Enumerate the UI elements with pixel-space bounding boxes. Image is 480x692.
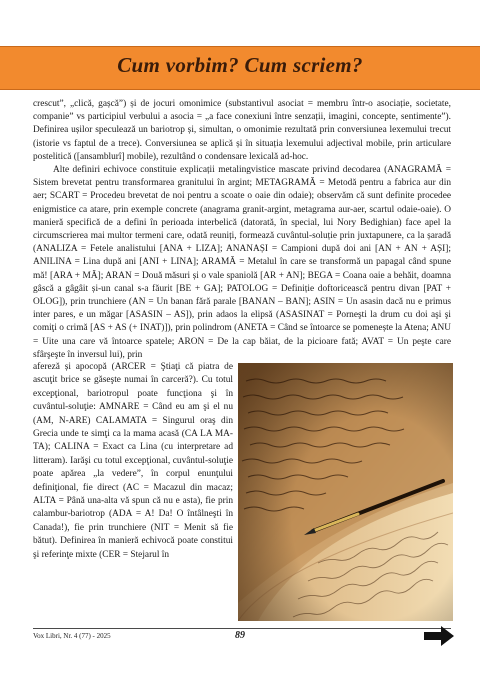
title-banner <box>0 46 480 90</box>
handwritten-letter-photo <box>238 363 453 621</box>
article-column <box>33 361 233 562</box>
next-page-arrow-icon <box>424 625 454 647</box>
article-paragraph-3: afereză și apocopă (ARCER = Ştiaţi că piatra de ascuţit brice se găseşte numai în carceră?). Cu totul excepţional, bariotropul poate funcţiona şi în cuvântul-soluţie: AMNARE = Când eu am şi el nu (AM, N-ARE) CALAMATA = Singurul oraş din Grecia unde te simţi ca la mama acasă (CA LA MA-TA); CALINA = Exact ca Lina (cu interpretare ad litteram). Iarăşi cu totul excepţional, cuvântul-soluţie poate apărea „la vedere”, în corpul enunţului definiţional, fie direct (AC = Macazul din macaz; ALTA = Până una-alta vă spun că nu e asta), fie prin calambur-bariotrop (ADA = A! Da! O întâlneşti în Canada!), fie prin trunchiere (NIT = Menit să fie bătut). Definirea în manieră echivocă poate constitui şi referinţe mixte (CER = Stejarul în <box>33 362 233 560</box>
page-number: 89 <box>235 630 245 641</box>
article-paragraph-2: Alte definiri echivoce constituie explicații metalingvistice mascate privind decodarea (ANAGRAMĂ = Sistem brevetat pentru transformarea granitului în argint; METAGRAMĂ = Metodă pentru a fabrica aur din aer; SCART = Procedeu brevetat de noi pentru a scoate o oaie din odaie); observăm că sunt definite procedee enigmistice ca atare, prin exemple concrete (anagrama granit-argint, metagrama aur-aer, scartul odaie-oaie). O manieră specifică de a defini în perioada interbelică (datorată, în special, lui Nory Bedighian) face apel la circumscrierea mai multor termeni care, odată reuniți, formează cuvântul-soluție prin juxtapunere, ca la șaradă (ANALIZA = Fetele analistului [ANA + LIZA]; ANANAȘI = Campioni după doi ani [AN + AN + AȘI]; ANILINA = Lina după ani [ANI + LINA]; ARAMĂ = Metalul în care se transformă un papagal când spune mă! [ARA + MĂ]; ARAN = Două măsuri și o vale spaniolă [AR + AN]; BEGA = Coana oaie a behăit, doamna gâscă a gâgâit și-un canal s-a făurit [BE + GA]; PATOLOG = Definiție doftoricească pentru divan [PAT + OLOG]), prin trunchiere (AN = Un banan fără parale [BANAN – BAN]; ASIN = Un asasin dacă nu e primus inter pares, e un măgar [ASASIN – AS]), prin adaos la elipsă (ASASINAT = Porneşti la drum cu doi aşi şi comiţi o crimă [AS + AS (+ INAT)]), prin polindrom (ANETA = Când se întoarce se pomenește la Atena; ANU = Uite una care vă întoarce spatele; ARON = De la cap băiat, de la picioare fată; AVAT = Un peşte care sfârşeşte în inversul lui), prin <box>33 165 451 360</box>
journal-issue: Vox Libri, Nr. 4 (77) - 2025 <box>33 632 111 640</box>
article-paragraph-1: crescut”, „clică, gașcă”) și de jocuri omonimice (substantivul asociat = membru într-o asociație, societate, companie” vs participiul verbului a asocia = „a face conexiuni între senzații, imagini, concepte, sentimente”). Definirea ușilor speculează un bariotrop și, simultan, o omonimie rezultată prin conversiunea lexemului trecut (istorie vs faptul de a trece). Conversiunea se aplică și în situația lexemului adjectival mobile, prin articulare postelitică ([ansamblurî] mobile), rezultând o condensare lexicală ad-hoc. <box>33 99 451 162</box>
article-body <box>33 98 451 362</box>
page-title: Cum vorbim? Cum scriem? <box>117 53 363 77</box>
footer-rule <box>33 628 451 629</box>
